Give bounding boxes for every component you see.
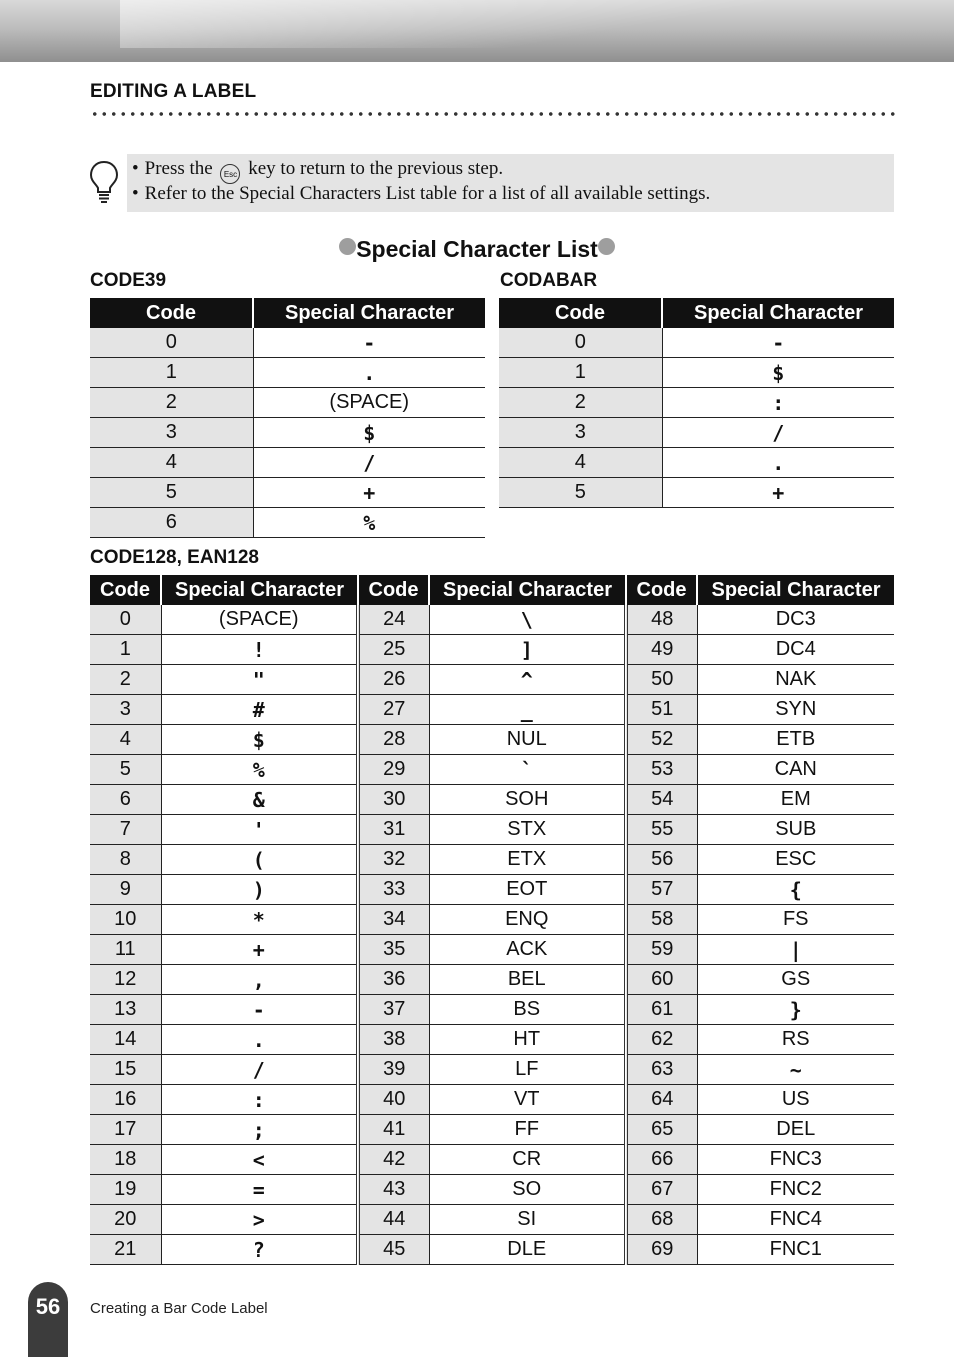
code-cell: 13 — [90, 995, 161, 1025]
code128-table — [90, 575, 894, 1265]
code-cell: 35 — [358, 935, 429, 965]
code-cell: 51 — [626, 695, 697, 725]
code-cell: 43 — [358, 1175, 429, 1205]
special-character-cell: ? — [161, 1235, 358, 1265]
code-cell: 2 — [499, 388, 662, 418]
special-character-cell: + — [161, 935, 358, 965]
table-row — [90, 935, 894, 965]
table-row — [90, 605, 894, 635]
code-cell: 18 — [90, 1145, 161, 1175]
table-row — [90, 328, 485, 358]
special-character-cell: $ — [253, 418, 485, 448]
special-character-cell: $ — [161, 725, 358, 755]
special-character-cell: SUB — [697, 815, 894, 845]
special-character-cell: ACK — [429, 935, 626, 965]
table-row — [90, 785, 894, 815]
code-cell: 6 — [90, 785, 161, 815]
code-cell: 40 — [358, 1085, 429, 1115]
special-character-cell: * — [161, 905, 358, 935]
code-cell: 14 — [90, 1025, 161, 1055]
table-row — [499, 328, 894, 358]
table-row — [499, 418, 894, 448]
special-character-header: Special Character — [662, 298, 894, 328]
code-cell: 21 — [90, 1235, 161, 1265]
page-header-band — [0, 0, 954, 62]
code-cell: 3 — [90, 418, 253, 448]
table-row — [90, 418, 485, 448]
esc-key-icon: Esc — [220, 164, 240, 184]
code-cell: 30 — [358, 785, 429, 815]
code-cell: 68 — [626, 1205, 697, 1235]
codabar-label: CODABAR — [500, 270, 598, 291]
special-character-cell: SO — [429, 1175, 626, 1205]
special-character-cell: " — [161, 665, 358, 695]
table-row — [90, 1025, 894, 1055]
special-character-cell: = — [161, 1175, 358, 1205]
code-cell: 29 — [358, 755, 429, 785]
special-character-cell: ETX — [429, 845, 626, 875]
table-row — [90, 1145, 894, 1175]
special-character-cell: FF — [429, 1115, 626, 1145]
code-cell: 27 — [358, 695, 429, 725]
table-row — [90, 635, 894, 665]
code39-table — [90, 298, 485, 538]
header-sheen — [120, 0, 954, 48]
table-row — [90, 358, 485, 388]
code-cell: 31 — [358, 815, 429, 845]
special-character-cell: SYN — [697, 695, 894, 725]
special-character-cell: % — [161, 755, 358, 785]
special-character-cell: DC3 — [697, 605, 894, 635]
code-cell: 56 — [626, 845, 697, 875]
table-row — [90, 755, 894, 785]
code-cell: 17 — [90, 1115, 161, 1145]
tip-text-2: Refer to the Special Characters List table for a list of all available settings. — [144, 183, 711, 204]
special-character-cell: ` — [429, 755, 626, 785]
special-character-cell: ETB — [697, 725, 894, 755]
special-character-cell: - — [161, 995, 358, 1025]
special-character-cell: ; — [161, 1115, 358, 1145]
table-row — [90, 905, 894, 935]
special-character-cell: \ — [429, 605, 626, 635]
special-character-cell: _ — [429, 695, 626, 725]
table-row — [90, 725, 894, 755]
special-character-cell: ( — [161, 845, 358, 875]
code-cell: 1 — [90, 635, 161, 665]
table-row — [90, 1205, 894, 1235]
code-cell: 2 — [90, 665, 161, 695]
special-character-cell: $ — [662, 358, 894, 388]
table-row — [90, 1115, 894, 1145]
special-character-cell: < — [161, 1145, 358, 1175]
code-cell: 28 — [358, 725, 429, 755]
special-character-cell: & — [161, 785, 358, 815]
code-cell: 69 — [626, 1235, 697, 1265]
footer-text: Creating a Bar Code Label — [90, 1300, 268, 1317]
code-cell: 15 — [90, 1055, 161, 1085]
special-character-cell: | — [697, 935, 894, 965]
table-row — [90, 695, 894, 725]
special-character-cell: CAN — [697, 755, 894, 785]
code-cell: 38 — [358, 1025, 429, 1055]
code-cell: 4 — [90, 725, 161, 755]
special-character-cell: % — [253, 508, 485, 538]
lightbulb-icon — [88, 160, 120, 204]
special-character-cell: / — [161, 1055, 358, 1085]
special-character-cell: (SPACE) — [161, 605, 358, 635]
special-character-cell: . — [253, 358, 485, 388]
dotted-divider — [90, 111, 895, 117]
code-cell: 45 — [358, 1235, 429, 1265]
tip-text-after: key to return to the previous step. — [248, 158, 504, 179]
special-character-cell: DLE — [429, 1235, 626, 1265]
code-cell: 0 — [90, 328, 253, 358]
code-cell: 58 — [626, 905, 697, 935]
list-title — [0, 236, 954, 263]
special-character-cell: FS — [697, 905, 894, 935]
special-character-header: Special Character — [697, 575, 894, 605]
special-character-cell: HT — [429, 1025, 626, 1055]
table-row — [90, 388, 485, 418]
table-row — [90, 1235, 894, 1265]
code-cell: 49 — [626, 635, 697, 665]
table-row — [499, 358, 894, 388]
special-character-cell: NUL — [429, 725, 626, 755]
code-cell: 19 — [90, 1175, 161, 1205]
code128-label: CODE128, EAN128 — [90, 547, 259, 568]
code-cell: 20 — [90, 1205, 161, 1235]
special-character-cell: NAK — [697, 665, 894, 695]
code-cell: 36 — [358, 965, 429, 995]
code-cell: 66 — [626, 1145, 697, 1175]
code-cell: 7 — [90, 815, 161, 845]
code-cell: 54 — [626, 785, 697, 815]
code-header: Code — [358, 575, 429, 605]
bullet-dot-icon — [339, 238, 356, 255]
special-character-cell: GS — [697, 965, 894, 995]
special-character-header: Special Character — [429, 575, 626, 605]
table-row — [499, 388, 894, 418]
table-row — [90, 995, 894, 1025]
list-title-text: Special Character List — [356, 236, 598, 262]
special-character-cell: BEL — [429, 965, 626, 995]
special-character-cell: ^ — [429, 665, 626, 695]
code-cell: 33 — [358, 875, 429, 905]
tip-line-2: • Refer to the Special Characters List table for a list of all available settings. — [132, 183, 711, 204]
code-cell: 6 — [90, 508, 253, 538]
code-cell: 48 — [626, 605, 697, 635]
code-cell: 24 — [358, 605, 429, 635]
code-cell: 1 — [499, 358, 662, 388]
special-character-cell: LF — [429, 1055, 626, 1085]
special-character-cell: / — [253, 448, 485, 478]
special-character-cell: FNC3 — [697, 1145, 894, 1175]
table-row — [90, 845, 894, 875]
special-character-cell: : — [161, 1085, 358, 1115]
code-cell: 34 — [358, 905, 429, 935]
table-row — [499, 448, 894, 478]
special-character-cell: + — [662, 478, 894, 508]
table-row — [90, 508, 485, 538]
code-header: Code — [90, 575, 161, 605]
code-cell: 59 — [626, 935, 697, 965]
code-cell: 50 — [626, 665, 697, 695]
section-heading: EDITING A LABEL — [90, 81, 257, 102]
code-cell: 67 — [626, 1175, 697, 1205]
special-character-header: Special Character — [161, 575, 358, 605]
table-row — [90, 478, 485, 508]
special-character-cell: } — [697, 995, 894, 1025]
code-cell: 37 — [358, 995, 429, 1025]
tip-line-1: • Press the Esc key to return to the previous step. — [132, 158, 503, 184]
code-cell: 44 — [358, 1205, 429, 1235]
code-cell: 0 — [499, 328, 662, 358]
bullet-dot-icon — [598, 238, 615, 255]
special-character-cell: ' — [161, 815, 358, 845]
code-cell: 61 — [626, 995, 697, 1025]
code-cell: 0 — [90, 605, 161, 635]
code-cell: 3 — [90, 695, 161, 725]
code39-label: CODE39 — [90, 270, 167, 291]
code-cell: 2 — [90, 388, 253, 418]
code-cell: 5 — [90, 478, 253, 508]
tip-note — [127, 154, 894, 212]
special-character-cell: > — [161, 1205, 358, 1235]
special-character-cell: : — [662, 388, 894, 418]
special-character-cell: ] — [429, 635, 626, 665]
special-character-cell: FNC2 — [697, 1175, 894, 1205]
special-character-cell: , — [161, 965, 358, 995]
code-cell: 32 — [358, 845, 429, 875]
special-character-cell: DC4 — [697, 635, 894, 665]
code-cell: 55 — [626, 815, 697, 845]
special-character-cell: BS — [429, 995, 626, 1025]
code-cell: 12 — [90, 965, 161, 995]
table-row — [90, 965, 894, 995]
special-character-cell: ! — [161, 635, 358, 665]
code-cell: 11 — [90, 935, 161, 965]
special-character-cell: - — [253, 328, 485, 358]
code-cell: 42 — [358, 1145, 429, 1175]
table-row — [90, 448, 485, 478]
code-cell: 65 — [626, 1115, 697, 1145]
code-cell: 10 — [90, 905, 161, 935]
code-cell: 5 — [499, 478, 662, 508]
special-character-cell: FNC1 — [697, 1235, 894, 1265]
code-cell: 8 — [90, 845, 161, 875]
special-character-cell: RS — [697, 1025, 894, 1055]
special-character-cell: { — [697, 875, 894, 905]
special-character-cell: EM — [697, 785, 894, 815]
code-cell: 64 — [626, 1085, 697, 1115]
code-cell: 60 — [626, 965, 697, 995]
code-header: Code — [499, 298, 662, 328]
special-character-cell: . — [662, 448, 894, 478]
special-character-cell: ~ — [697, 1055, 894, 1085]
code-cell: 57 — [626, 875, 697, 905]
code-cell: 9 — [90, 875, 161, 905]
table-row — [90, 875, 894, 905]
special-character-cell: STX — [429, 815, 626, 845]
code-cell: 26 — [358, 665, 429, 695]
special-character-cell: (SPACE) — [253, 388, 485, 418]
special-character-cell: DEL — [697, 1115, 894, 1145]
code-header: Code — [626, 575, 697, 605]
special-character-cell: . — [161, 1025, 358, 1055]
code-header: Code — [90, 298, 253, 328]
special-character-cell: + — [253, 478, 485, 508]
code-cell: 41 — [358, 1115, 429, 1145]
table-row — [90, 815, 894, 845]
code-cell: 5 — [90, 755, 161, 785]
code-cell: 4 — [90, 448, 253, 478]
table-row — [90, 1055, 894, 1085]
code-cell: 62 — [626, 1025, 697, 1055]
special-character-cell: SOH — [429, 785, 626, 815]
code-cell: 63 — [626, 1055, 697, 1085]
special-character-cell: / — [662, 418, 894, 448]
special-character-cell: VT — [429, 1085, 626, 1115]
code-cell: 52 — [626, 725, 697, 755]
table-row — [499, 478, 894, 508]
code-cell: 25 — [358, 635, 429, 665]
code-cell: 16 — [90, 1085, 161, 1115]
special-character-cell: SI — [429, 1205, 626, 1235]
code-cell: 39 — [358, 1055, 429, 1085]
special-character-cell: ) — [161, 875, 358, 905]
special-character-cell: FNC4 — [697, 1205, 894, 1235]
codabar-table — [499, 298, 894, 508]
special-character-cell: - — [662, 328, 894, 358]
special-character-cell: ENQ — [429, 905, 626, 935]
table-row — [90, 1085, 894, 1115]
table-row — [90, 1175, 894, 1205]
code-cell: 3 — [499, 418, 662, 448]
special-character-cell: EOT — [429, 875, 626, 905]
special-character-cell: CR — [429, 1145, 626, 1175]
table-row — [90, 665, 894, 695]
special-character-header: Special Character — [253, 298, 485, 328]
code-cell: 53 — [626, 755, 697, 785]
tip-text-before: Press the — [144, 158, 213, 179]
page-number: 56 — [35, 1294, 61, 1319]
code-cell: 4 — [499, 448, 662, 478]
special-character-cell: US — [697, 1085, 894, 1115]
code-cell: 1 — [90, 358, 253, 388]
special-character-cell: ESC — [697, 845, 894, 875]
special-character-cell: # — [161, 695, 358, 725]
